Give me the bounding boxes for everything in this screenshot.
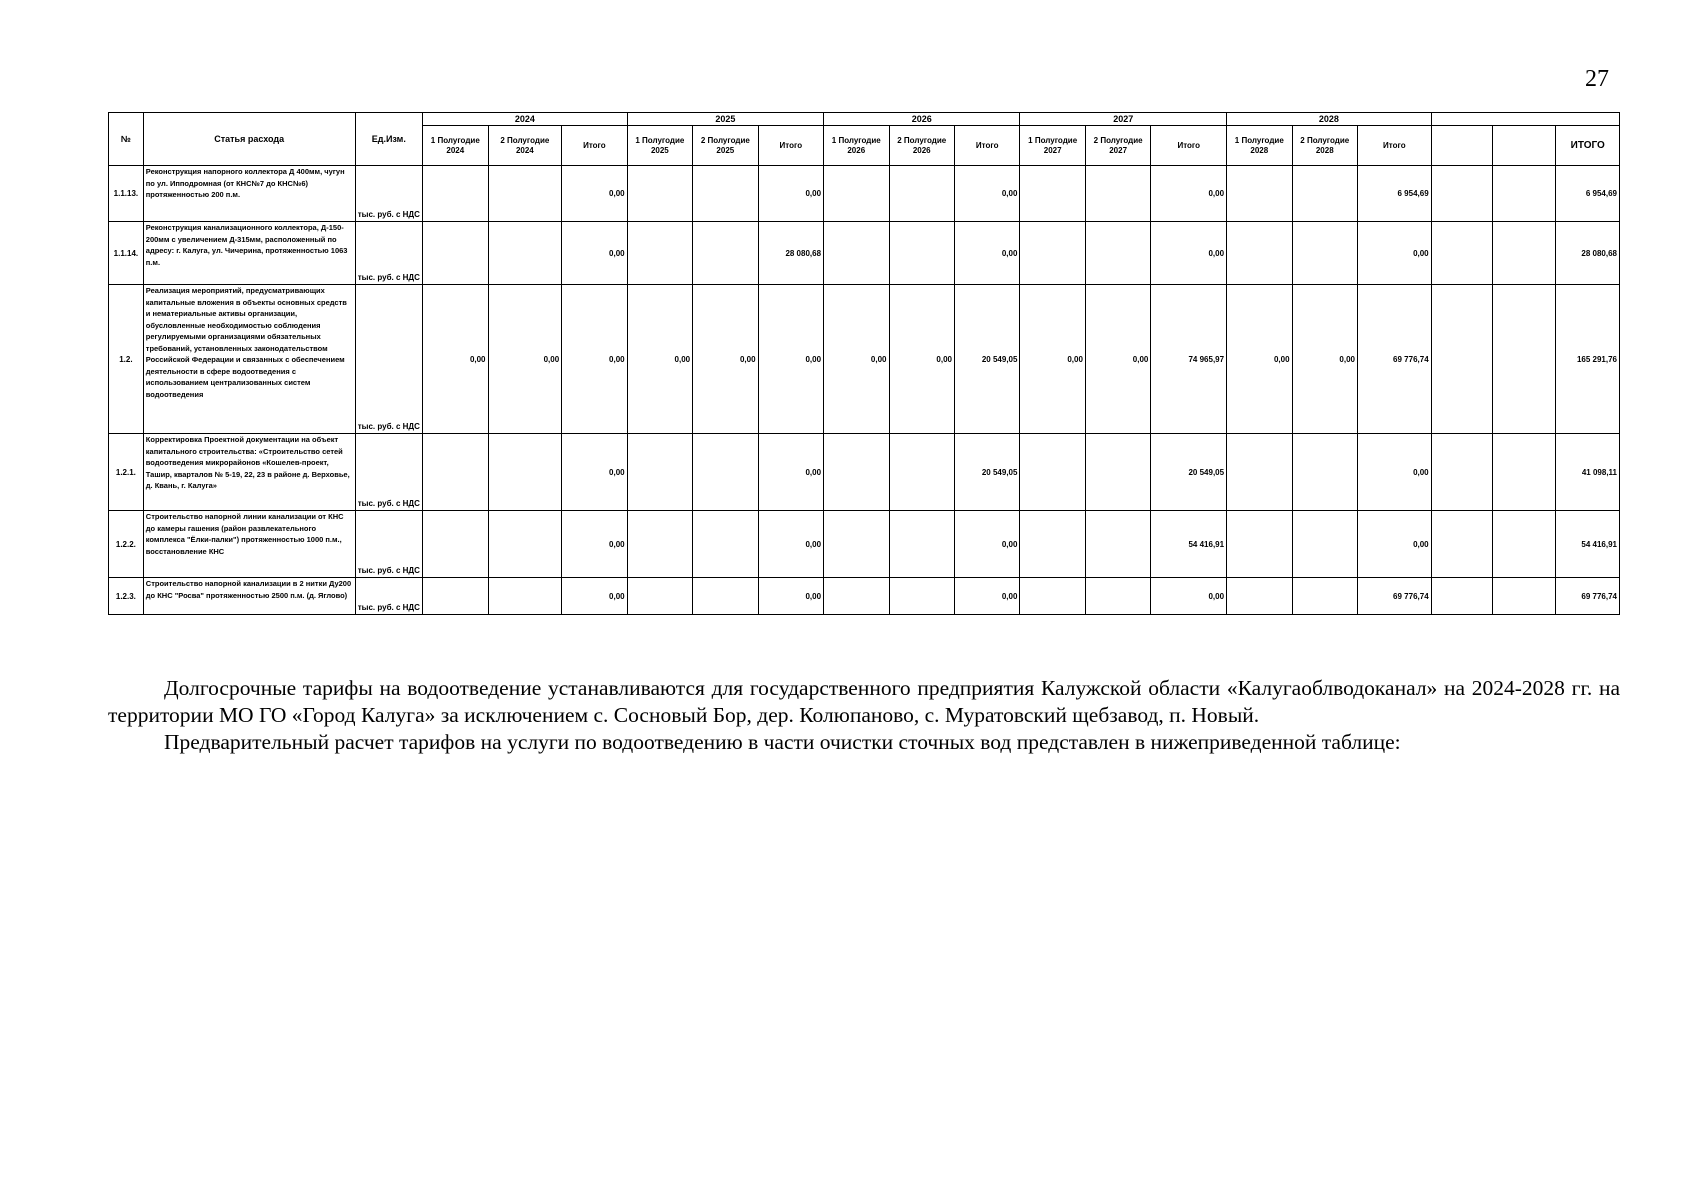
value-cell [1493, 285, 1556, 434]
table-row [109, 434, 1620, 511]
header-blank [1493, 126, 1556, 166]
value-cell: 0,00 [627, 285, 692, 434]
value-cell: 0,00 [562, 222, 627, 285]
value-cell [889, 222, 954, 285]
value-cell: 20 549,05 [954, 285, 1019, 434]
value-cell [889, 511, 954, 578]
table-row [109, 222, 1620, 285]
value-cell [1085, 578, 1150, 615]
value-cell [1431, 578, 1492, 615]
value-cell [1020, 166, 1085, 222]
value-cell [1292, 166, 1357, 222]
value-cell: 54 416,91 [1556, 511, 1620, 578]
value-cell: 0,00 [1151, 578, 1227, 615]
table-row [109, 511, 1620, 578]
value-cell: 41 098,11 [1556, 434, 1620, 511]
value-cell [1431, 166, 1492, 222]
value-cell [627, 434, 692, 511]
value-cell [824, 166, 889, 222]
value-cell [1227, 434, 1292, 511]
value-cell: 0,00 [954, 222, 1019, 285]
value-cell [1227, 166, 1292, 222]
value-cell [1431, 285, 1492, 434]
header-period: 2 Полугодие 2027 [1085, 126, 1150, 166]
value-cell [1085, 434, 1150, 511]
value-cell [423, 222, 488, 285]
value-cell: 28 080,68 [1556, 222, 1620, 285]
row-number: 1.2.3. [109, 578, 144, 615]
row-number: 1.2.1. [109, 434, 144, 511]
row-number: 1.2.2. [109, 511, 144, 578]
header-period: Итого [758, 126, 823, 166]
value-cell [627, 222, 692, 285]
value-cell [1431, 222, 1492, 285]
value-cell: 69 776,74 [1358, 578, 1432, 615]
value-cell [889, 578, 954, 615]
table-row [109, 166, 1620, 222]
header-period: 1 Полугодие 2025 [627, 126, 692, 166]
header-period: 1 Полугодие 2024 [423, 126, 488, 166]
value-cell [1493, 222, 1556, 285]
value-cell: 28 080,68 [758, 222, 823, 285]
year-header-row [109, 113, 1620, 126]
value-cell: 69 776,74 [1556, 578, 1620, 615]
header-year-2026: 2026 [824, 113, 1020, 126]
value-cell: 0,00 [954, 511, 1019, 578]
value-cell [693, 511, 758, 578]
value-cell: 0,00 [1358, 434, 1432, 511]
header-period: Итого [1358, 126, 1432, 166]
table-body [109, 166, 1620, 615]
body-text [108, 675, 1620, 756]
value-cell: 69 776,74 [1358, 285, 1432, 434]
value-cell: 0,00 [1151, 222, 1227, 285]
value-cell: 0,00 [1358, 222, 1432, 285]
value-cell: 0,00 [1358, 511, 1432, 578]
value-cell [1227, 578, 1292, 615]
value-cell [693, 222, 758, 285]
value-cell: 0,00 [1085, 285, 1150, 434]
value-cell [423, 511, 488, 578]
value-cell [488, 222, 562, 285]
value-cell [1493, 511, 1556, 578]
value-cell: 0,00 [423, 285, 488, 434]
value-cell: 0,00 [889, 285, 954, 434]
value-cell [1493, 166, 1556, 222]
paragraph: Предварительный расчет тарифов на услуги по водоотведению в части очистки сточных вод представлен в нижеприведенной таблице: [164, 730, 1401, 754]
header-period: 1 Полугодие 2028 [1227, 126, 1292, 166]
value-cell [1493, 578, 1556, 615]
value-cell [889, 166, 954, 222]
value-cell [488, 166, 562, 222]
expense-item-name: Строительство напорной канализации в 2 нитки Ду200 до КНС "Росва" протяженностью 2500 п.м. (д. Яглово) [143, 578, 355, 615]
value-cell: 0,00 [1151, 166, 1227, 222]
value-cell: 0,00 [954, 578, 1019, 615]
value-cell [1085, 166, 1150, 222]
value-cell: 0,00 [954, 166, 1019, 222]
value-cell [1292, 511, 1357, 578]
value-cell: 0,00 [562, 285, 627, 434]
value-cell: 0,00 [758, 285, 823, 434]
value-cell [423, 434, 488, 511]
header-total: ИТОГО [1556, 126, 1620, 166]
value-cell [1085, 511, 1150, 578]
value-cell [693, 434, 758, 511]
expense-item-name: Реконструкция напорного коллектора Д 400мм, чугун по ул. Ипподромная (от КНС№7 до КНС№6) протяженностью 200 п.м. [143, 166, 355, 222]
header-unit: Ед.Изм. [355, 113, 423, 166]
value-cell: 0,00 [758, 511, 823, 578]
value-cell [1020, 434, 1085, 511]
unit-cell: тыс. руб. с НДС [355, 166, 423, 222]
value-cell: 0,00 [758, 166, 823, 222]
unit-cell: тыс. руб. с НДС [355, 434, 423, 511]
value-cell [693, 578, 758, 615]
unit-cell: тыс. руб. с НДС [355, 511, 423, 578]
header-period: 2 Полугодие 2025 [693, 126, 758, 166]
value-cell: 0,00 [562, 511, 627, 578]
header-year-2027: 2027 [1020, 113, 1227, 126]
value-cell [423, 166, 488, 222]
header-year-2028: 2028 [1227, 113, 1432, 126]
unit-cell: тыс. руб. с НДС [355, 578, 423, 615]
value-cell [1292, 578, 1357, 615]
value-cell [1227, 222, 1292, 285]
value-cell: 6 954,69 [1358, 166, 1432, 222]
value-cell: 0,00 [1292, 285, 1357, 434]
value-cell: 0,00 [758, 578, 823, 615]
value-cell [824, 222, 889, 285]
header-item: Статья расхода [143, 113, 355, 166]
value-cell [1085, 222, 1150, 285]
value-cell [693, 166, 758, 222]
header-period: Итого [562, 126, 627, 166]
value-cell [1020, 222, 1085, 285]
value-cell [1020, 511, 1085, 578]
value-cell: 0,00 [1227, 285, 1292, 434]
value-cell: 54 416,91 [1151, 511, 1227, 578]
value-cell: 165 291,76 [1556, 285, 1620, 434]
expense-item-name: Строительство напорной линии канализации от КНС до камеры гашения (район развлекательного комплекса "Ёлки-палки") протяженностью 1000 п.м., восстановление КНС [143, 511, 355, 578]
value-cell [1431, 434, 1492, 511]
value-cell: 0,00 [824, 285, 889, 434]
value-cell [1020, 578, 1085, 615]
expense-item-name: Реконструкция канализационного коллектора, Д-150-200мм с увеличением Д-315мм, расположенный по адресу: г. Калуга, ул. Чичерина, протяженностью 1063 п.м. [143, 222, 355, 285]
header-period: 1 Полугодие 2026 [824, 126, 889, 166]
value-cell [824, 511, 889, 578]
value-cell: 0,00 [562, 578, 627, 615]
expense-table [108, 112, 1620, 615]
value-cell [488, 578, 562, 615]
header-period: 1 Полугодие 2027 [1020, 126, 1085, 166]
value-cell: 0,00 [562, 434, 627, 511]
value-cell [1292, 434, 1357, 511]
header-no: № [109, 113, 144, 166]
unit-cell: тыс. руб. с НДС [355, 285, 423, 434]
value-cell: 0,00 [693, 285, 758, 434]
value-cell [488, 434, 562, 511]
header-blank [1431, 126, 1492, 166]
header-period: 2 Полугодие 2026 [889, 126, 954, 166]
header-year-2025: 2025 [627, 113, 823, 126]
value-cell [824, 578, 889, 615]
unit-cell: тыс. руб. с НДС [355, 222, 423, 285]
value-cell: 0,00 [1020, 285, 1085, 434]
header-period: Итого [954, 126, 1019, 166]
value-cell [423, 578, 488, 615]
header-year-blank [1431, 113, 1619, 126]
expense-item-name: Корректировка Проектной документации на объект капитального строительства: «Строительство сетей водоотведения микрорайонов «Кошелев-проект, Ташир, кварталов № 5-19, 22, 23 в районе д. Верховье, д. Квань, г. Калуга» [143, 434, 355, 511]
table-row [109, 578, 1620, 615]
header-year-2024: 2024 [423, 113, 628, 126]
header-period: 2 Полугодие 2024 [488, 126, 562, 166]
row-number: 1.2. [109, 285, 144, 434]
value-cell [627, 166, 692, 222]
value-cell: 74 965,97 [1151, 285, 1227, 434]
paragraph: Долгосрочные тарифы на водоотведение устанавливаются для государственного предприятия Калужской области «Калугаоблводоканал» на 2024-2028 гг. на территории МО ГО «Город Калуга» за исключением с. Сосновый Бор, дер. Колюпаново, с. Муратовский щебзавод, п. Новый. [108, 676, 1620, 727]
value-cell [627, 578, 692, 615]
value-cell [1292, 222, 1357, 285]
row-number: 1.1.14. [109, 222, 144, 285]
header-period: 2 Полугодие 2028 [1292, 126, 1357, 166]
value-cell [1431, 511, 1492, 578]
page-number: 27 [1585, 66, 1609, 92]
table-row [109, 285, 1620, 434]
value-cell: 0,00 [562, 166, 627, 222]
value-cell [889, 434, 954, 511]
value-cell: 0,00 [488, 285, 562, 434]
expense-item-name: Реализация мероприятий, предусматривающих капитальные вложения в объекты основных средств и нематериальные активы организации, обусловленные необходимостью соблюдения регулируемыми организациями обязательных требований, установленных законодательством Российской Федерации и связанных с обеспечением деятельности в сфере водоотведения с использованием централизованных систем водоотведения [143, 285, 355, 434]
row-number: 1.1.13. [109, 166, 144, 222]
value-cell: 20 549,05 [1151, 434, 1227, 511]
value-cell [627, 511, 692, 578]
value-cell [488, 511, 562, 578]
value-cell: 6 954,69 [1556, 166, 1620, 222]
header-period: Итого [1151, 126, 1227, 166]
value-cell: 0,00 [758, 434, 823, 511]
value-cell [1227, 511, 1292, 578]
value-cell [824, 434, 889, 511]
value-cell [1493, 434, 1556, 511]
value-cell: 20 549,05 [954, 434, 1019, 511]
